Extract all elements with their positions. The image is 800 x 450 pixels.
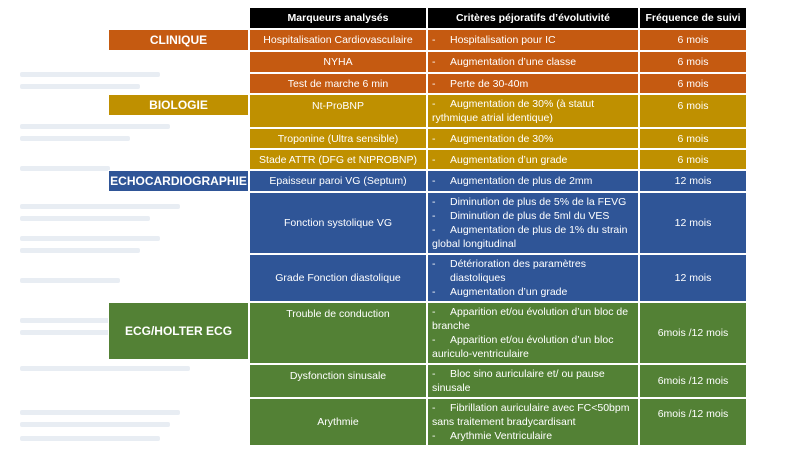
marker-cell: Troponine (Ultra sensible) [249, 128, 427, 149]
criteria-cell [427, 192, 639, 254]
frequency-cell: 6 mois [639, 73, 747, 94]
criteria-item: - Augmentation de plus de 1% du strain global longitudinal [432, 224, 628, 250]
marker-cell: Grade Fonction diastolique [249, 254, 427, 302]
marker-cell: Test de marche 6 min [249, 73, 427, 94]
criteria-item: - Hospitalisation pour IC [432, 34, 556, 46]
marker-cell: Fonction systolique VG [249, 192, 427, 254]
criteria-item: - Augmentation d’un grade [432, 153, 568, 166]
criteria-cell [427, 254, 639, 302]
header-criteres: Critères péjoratifs d’évolutivité [427, 7, 639, 29]
criteria-item: - Augmentation de 30% (à statut rythmique atrial identique) [432, 98, 595, 124]
marker-cell: Epaisseur paroi VG (Septum) [249, 170, 427, 192]
marker-cell: Arythmie [249, 398, 427, 446]
criteria-item: - Diminution de plus de 5% de la FEVG [432, 196, 627, 208]
criteria-cell [427, 149, 639, 170]
header-frequence: Fréquence de suivi [639, 7, 747, 29]
frequency-cell: 6mois /12 mois [639, 364, 747, 398]
criteria-cell [427, 302, 639, 364]
criteria-cell [427, 51, 639, 73]
category-biologie: BIOLOGIE [108, 94, 249, 116]
frequency-cell: 6 mois [639, 128, 747, 149]
marker-cell: Nt-ProBNP [249, 94, 427, 128]
criteria-cell [427, 170, 639, 192]
criteria-item: - Augmentation de 30% [432, 132, 554, 145]
marker-cell: Stade ATTR (DFG et NtPROBNP) [249, 149, 427, 170]
criteria-item: - Bloc sino auriculaire et/ ou pause sinusale [432, 368, 605, 394]
frequency-cell: 12 mois [639, 170, 747, 192]
criteria-cell [427, 364, 639, 398]
frequency-cell: 6 mois [639, 149, 747, 170]
criteria-item: - Augmentation d’un grade [432, 286, 568, 298]
marker-cell: Trouble de conduction [249, 302, 427, 364]
criteria-item: - Perte de 30-40m [432, 77, 529, 90]
frequency-cell: 12 mois [639, 192, 747, 254]
header-marqueurs: Marqueurs analysés [249, 7, 427, 29]
criteria-cell [427, 398, 639, 446]
frequency-cell: 6 mois [639, 94, 747, 128]
criteria-item: - Détérioration des paramètres diastoliques [432, 258, 586, 284]
frequency-cell: 12 mois [639, 254, 747, 302]
frequency-cell: 6mois /12 mois [639, 302, 747, 364]
criteria-cell [427, 128, 639, 149]
criteria-item: - Diminution de plus de 5ml du VES [432, 210, 610, 222]
criteria-item: - Augmentation d’une classe [432, 56, 577, 68]
frequency-cell: 6 mois [639, 29, 747, 51]
marker-cell: Hospitalisation Cardiovasculaire [249, 29, 427, 51]
criteria-cell [427, 94, 639, 128]
marker-cell: NYHA [249, 51, 427, 73]
criteria-cell [427, 29, 639, 51]
criteria-item: - Augmentation de plus de 2mm [432, 175, 593, 187]
criteria-item: - Apparition et/ou évolution d’un bloc de branche [432, 306, 629, 332]
frequency-cell: 6mois /12 mois [639, 398, 747, 446]
marker-cell: Dysfonction sinusale [249, 364, 427, 398]
criteria-item: - Arythmie Ventriculaire [432, 430, 553, 442]
criteria-cell [427, 73, 639, 94]
frequency-cell: 6 mois [639, 51, 747, 73]
criteria-item: - Apparition et/ou évolution d’un bloc auriculo-ventriculaire [432, 334, 614, 360]
criteria-item: - Fibrillation auriculaire avec FC<50bpm sans traitement bradycardisant [432, 402, 630, 428]
category-echocardiographie: ECHOCARDIOGRAPHIE [108, 170, 249, 192]
category-clinique: CLINIQUE [108, 29, 249, 51]
category-ecg-holter: ECG/HOLTER ECG [108, 302, 249, 360]
